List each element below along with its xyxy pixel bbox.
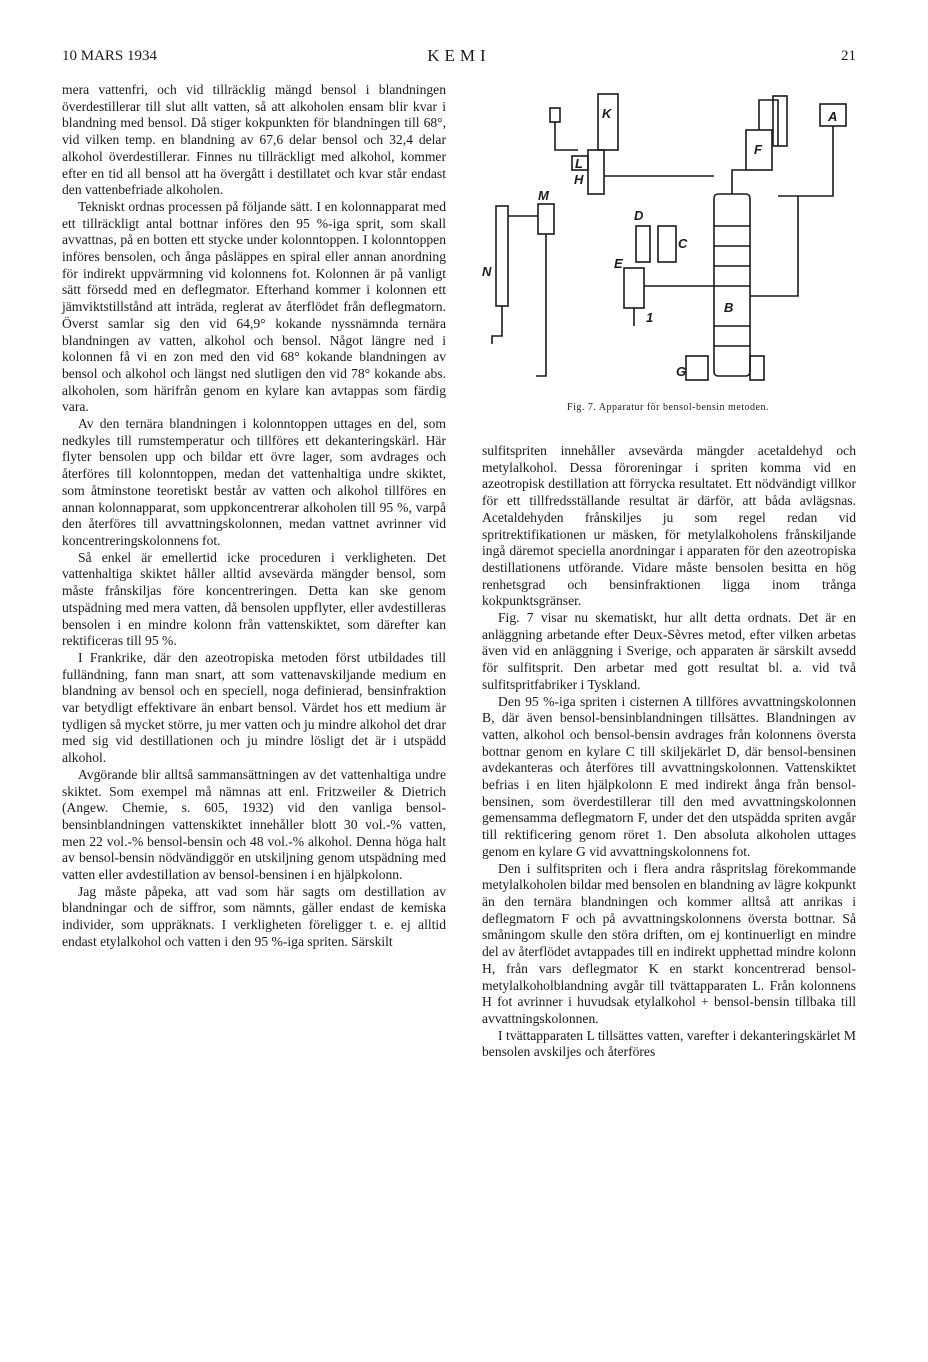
vapor-line-F (759, 100, 778, 146)
figure-caption: Fig. 7. Apparatur för bensol-bensin metoden. (567, 402, 769, 413)
column-N (496, 206, 508, 306)
pipe-B-to-F (732, 170, 746, 194)
page-header (62, 48, 856, 70)
drain-line-M (536, 234, 546, 376)
label-H: H (574, 172, 584, 187)
label-L: L (575, 156, 583, 171)
feed-line (555, 122, 578, 150)
drain-line-N (492, 306, 502, 344)
paragraph: Fig. 7 visar nu skematiskt, hur allt detta ordnats. Det är en anläggning arbetande efter Deux-Sèvres metod, efter vilken arbetas även vid en anläggning i Sverige, och apparaten är särskilt avsedd för sulfitsprit. Den arbetar med gott resultat bl. a. vid två sulfitspritfabriker i Tyskland. (482, 610, 856, 692)
paragraph: Jag måste påpeka, att vad som här sagts om destillation av blandningar och de siffror, som nämnts, gäller endast de kemiska individer, som uppräknats. I verkligheten föreligger t. e. ej alltid endast etylalkohol och vatten i den 95 %-iga spriten. Särskilt (62, 883, 446, 949)
column-E (624, 268, 644, 308)
return-line (750, 196, 798, 296)
label-F: F (754, 142, 762, 157)
label-B: B (724, 300, 734, 315)
label-N: N (482, 264, 492, 279)
paragraph: Avgörande blir alltså sammansättningen av det vattenhaltiga undre skiktet. Som exempel må nämnas att enl. Fritzweiler & Dietrich (Angew. Chemie, s. 605, 1932) vid den vanliga bensol-bensinblandningen vattenskiktet innehåller blott 30 vol.-% vatten, men 22 vol.-% bensol-bensin och 48 vol.-% alkohol. Denna höga halt av bensol-bensin nödvändiggör en utskiljning genom utspädning med vatten eller avdestillation av bensol-bensinen i en hjälpkolonn. (62, 766, 446, 883)
label-K: K (602, 106, 612, 121)
upper-vessel (773, 96, 787, 146)
page-number: 21 (841, 48, 856, 64)
label-A: A (828, 109, 838, 124)
paragraph: mera vattenfri, och vid tillräcklig mängd bensol i blandningen överdestillerar till slut allt vatten, så att alkoholen ensam blir kvar i blandning med bensol. Då stiger kokpunkten för blandningen till 68°, vid vilken temp. en blandning av 67,6 delar bensol och 32,4 delar alkohol överdestillerar. Finnes nu tillräckligt med alkohol, kommer efter en tid all bensol att ha övergått i destillatet och kvar står endast den vattenbefriade alkoholen. (62, 82, 446, 198)
label-C: C (678, 236, 688, 251)
cooler-C (658, 226, 676, 262)
paragraph: Tekniskt ordnas processen på följande sätt. I en kolonnapparat med ett tillräckligt antal bottnar införes den 95 %-iga sprit, som skall avvattnas, på en botten ett stycke under kolonntoppen. I kolonntoppen införes bensolen, och ånga påsläppes en spiral eller annan anordning för indirekt uppvärmning vid kolonnens fot. Kolonnen är på vanligt sätt försedd med en deflegmator. Efterhand kommer i kolonnen ett jämviktstillstånd att inträda, reglerat av återflödet från deflegmatorn. Överst samlar sig den vid 64,9° kokande nyssnämnda ternära blandningen av vatten, alkohol och bensol. Något längre ned i kolonnen få vi en zon med den vid 68° kokande blandningen av bensol och alkohol och längst ned slutligen den vid 78° kokande abs. alkoholen, som härifrån genom en kylare kan avtappas som färdig vara. (62, 198, 446, 415)
label-M: M (538, 188, 549, 203)
label-1: 1 (646, 310, 654, 325)
paragraph: sulfitspriten innehåller avsevärda mängder acetaldehyd och metylalkohol. Dessa föroreningar i spriten komma vid en azeotropisk destillation att förrycka resultatet. Ett nödvändigt villkor för ett tillfredsställande resultat är därför, att båda avlägsnas. Acetaldehyden frånskiljes ju som regel redan vid spritrektifikationen ur mäsken, för metylalkoholens frånskiljande ingå däremot speciella anordningar i apparaten för den azeotropiska destillationens utförande. Vidare måste bensolen besitta en hög renhetsgrad och bensinfraktionen ligga inom trånga kokpunktsgränser. (482, 443, 856, 609)
paragraph: Den i sulfitspriten och i flera andra råspritslag förekommande metylalkoholen bildar med bensolen en blandning av lägre kokpunkt än den ternära blandningen och kommer alltså att anrikas i deflegmatorn F och på avvattningskolonnens översta bottnar. Så småningom skulle den störa driften, om ej kontinuerligt en mindre del av återflödet avtappades till en indirekt upphettad mindre kolonn H, från vars deflegmator K en starkt koncentrerad bensol-metylalkoholblandning avgår till tvättapparaten L. Från kolonnens H fot avrinner i huvudsak etylalkohol + bensol-bensin tillbaka till avvattningskolonnen. (482, 860, 856, 1026)
label-E: E (614, 256, 623, 271)
paragraph: Så enkel är emellertid icke proceduren i verkligheten. Det vattenhaltiga skiktet håller alltid avsevärda mängder bensol, som måste frånskiljas före koncentreringen. Detta kan ske genom utspädning med mera vatten, då bensolen uppflyter, eller avdestilleras bensolen i en mindre kolonn från vattenskiktet, som därefter kan rektificeras till 95 %. (62, 549, 446, 649)
paragraph: Den 95 %-iga spriten i cisternen A tillföres avvattningskolonnen B, där även bensol-bensinblandningen tillsättes. Blandningen av vatten, alkohol och bensol-bensin avdrages från kolonnens översta bottnar genom en kylare C till skiljekärlet D, där bensol-bensinen avdekanteras och återföres till avvattningskolonnen. Vattenskiktet befrias i en liten hjälpkolonn E med indirekt ånga från bensol-bensinen, som överdestillerar till den med avvattningskolonnen gemensamma deflegmatorn F, under det den utspädda spriten avgår till rektificering genom röret 1. Den absoluta alkoholen uttages genom en kylare G vid avvattningskolonnens fot. (482, 693, 856, 859)
decanter-M (538, 204, 554, 234)
label-G: G (676, 364, 687, 379)
label-D: D (634, 208, 644, 223)
paragraph: I Frankrike, där den azeotropiska metoden först utbildades till fulländning, fann man snart, att som vattenavskiljande medium en blandning av bensol och en speciell, noga definierad, bensinfraktion var betydligt effektivare än enbart bensol. Värdet hos ett medium är tydligen så mycket större, ju mer vatten och ju mindre alkohol det drar med sig vid destillationen och ju mindre lösligt det är i utspädd alkohol. (62, 649, 446, 766)
column-H-top (598, 94, 618, 150)
right-column (482, 443, 856, 1061)
apparatus-diagram (478, 86, 858, 386)
apparatus-schematic (478, 86, 858, 386)
vessel-G (686, 356, 708, 380)
feed-box (550, 108, 560, 122)
paragraph: I tvättapparaten L tillsättes vatten, varefter i dekanteringskärlet M bensolen avskiljes och återföres (482, 1027, 856, 1060)
column-B (714, 194, 750, 376)
issue-date: 10 MARS 1934 (62, 48, 158, 64)
separator-D (636, 226, 650, 262)
journal-title: KEMI (427, 46, 491, 65)
column-H (588, 150, 604, 194)
cooler-G (750, 356, 764, 380)
paragraph: Av den ternära blandningen i kolonntoppen uttages en del, som nedkyles till rumstemperatur och tillföres ett dekanteringskärl. Här flyter bensolen upp och bildar ett övre lager, som avdrages och återföres till kolonntoppen, medan det vattenhaltiga undre skiktet, som åtminstone teoretiskt består av vatten och alkohol tillföres en annan kolonnapparat, som uppkoncentrerar alkoholen till 95 %, varpå den återföres till avvattningskolonnen, medan vattnet avrinner vid koncentreringskolonnens fot. (62, 416, 446, 548)
left-column (62, 82, 446, 951)
